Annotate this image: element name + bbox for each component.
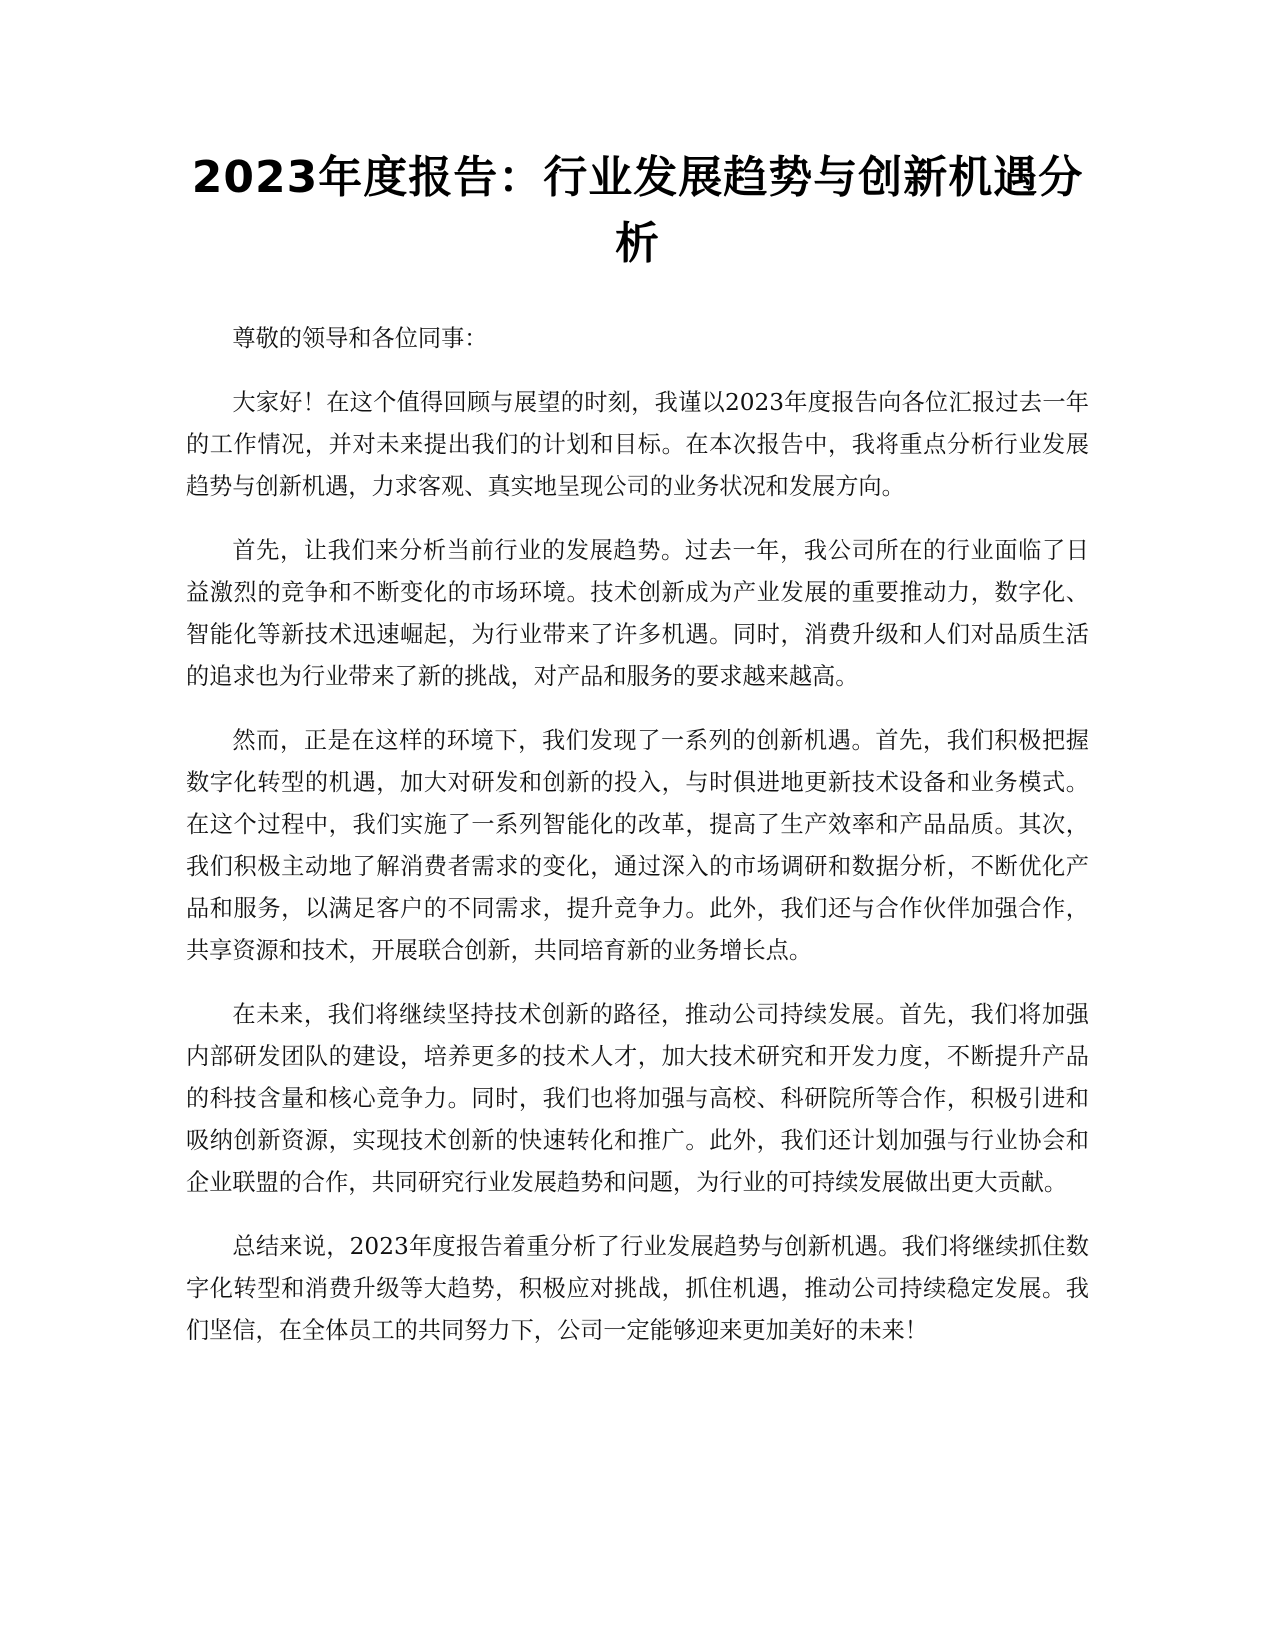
intro-paragraph: 大家好！在这个值得回顾与展望的时刻，我谨以2023年度报告向各位汇报过去一年的工作情况，并对未来提出我们的计划和目标。在本次报告中，我将重点分析行业发展趋势与创新机遇，力求客观、真实地呈现公司的业务状况和发展方向。 <box>186 389 1089 500</box>
future-plan-paragraph: 在未来，我们将继续坚持技术创新的路径，推动公司持续发展。首先，我们将加强内部研发团队的建设，培养更多的技术人才，加大技术研究和开发力度，不断提升产品的科技含量和核心竞争力。同时，我们也将加强与高校、科研院所等合作，积极引进和吸纳创新资源，实现技术创新的快速转化和推广。此外，我们还计划加强与行业协会和企业联盟的合作，共同研究行业发展趋势和问题，为行业的可持续发展做出更大贡献。 <box>186 1001 1089 1196</box>
trend-paragraph: 首先，让我们来分析当前行业的发展趋势。过去一年，我公司所在的行业面临了日益激烈的竞争和不断变化的市场环境。技术创新成为产业发展的重要推动力，数字化、智能化等新技术迅速崛起，为行业带来了许多机遇。同时，消费升级和人们对品质生活的追求也为行业带来了新的挑战，对产品和服务的要求越来越高。 <box>186 537 1089 690</box>
document-title: 2023年度报告：行业发展趋势与创新机遇分析 <box>191 152 1084 269</box>
opportunity-paragraph: 然而，正是在这样的环境下，我们发现了一系列的创新机遇。首先，我们积极把握数字化转型的机遇，加大对研发和创新的投入，与时俱进地更新技术设备和业务模式。在这个过程中，我们实施了一系列智能化的改革，提高了生产效率和产品品质。其次，我们积极主动地了解消费者需求的变化，通过深入的市场调研和数据分析，不断优化产品和服务，以满足客户的不同需求，提升竞争力。此外，我们还与合作伙伴加强合作，共享资源和技术，开展联合创新，共同培育新的业务增长点。 <box>186 727 1089 964</box>
document-body <box>186 318 1089 1374</box>
summary-paragraph: 总结来说，2023年度报告着重分析了行业发展趋势与创新机遇。我们将继续抓住数字化转型和消费升级等大趋势，积极应对挑战，抓住机遇，推动公司持续稳定发展。我们坚信，在全体员工的共同努力下，公司一定能够迎来更加美好的未来！ <box>186 1233 1089 1344</box>
salutation-paragraph: 尊敬的领导和各位同事： <box>232 325 488 352</box>
